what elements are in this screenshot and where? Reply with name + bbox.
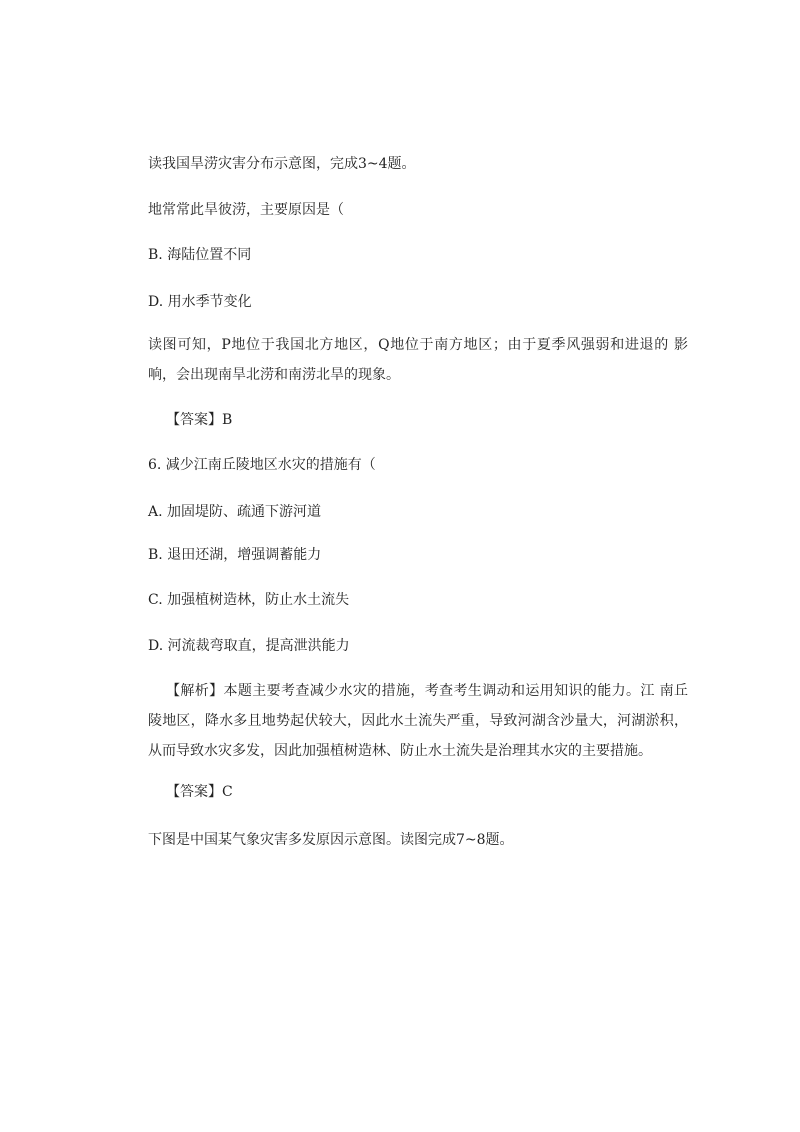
analysis-paragraph: 【解析】本题主要考查减少水灾的措施，考查考生调动和运用知识的能力。江 南丘陵地区，降水多且地势起伏较大，因此水土流失严重，导致河湖含沙量大，河湖淤积，从而导致水灾多发，因此加强植树造林、防止水土流失是治理其水灾的主要措施。	[148, 683, 688, 759]
question-6-stem: 6. 减少江南丘陵地区水灾的措施有（	[148, 457, 376, 473]
option-d: D. 河流裁弯取直，提高泄洪能力	[148, 638, 350, 654]
question-intro: 下图是中国某气象灾害多发原因示意图。读图完成7~8题。	[148, 832, 514, 848]
option-d: D. 用水季节变化	[148, 294, 252, 310]
option-c: C. 加强植树造林，防止水土流失	[148, 592, 350, 608]
explanation-paragraph: 读图可知，P地位于我国北方地区，Q地位于南方地区；由于夏季风强弱和进退的 影响，会出现南旱北涝和南涝北旱的现象。	[148, 337, 688, 383]
question-intro: 读我国旱涝灾害分布示意图，完成3~4题。	[148, 156, 416, 172]
answer-label: 【答案】B	[166, 412, 233, 428]
option-a: A. 加固堤防、疏通下游河道	[148, 504, 322, 520]
option-b: B. 海陆位置不同	[148, 247, 252, 263]
question-3-stem: 地常常此旱彼涝，主要原因是（	[148, 202, 344, 218]
answer-label: 【答案】C	[166, 784, 233, 800]
option-b: B. 退田还湖，增强调蓄能力	[148, 547, 322, 563]
